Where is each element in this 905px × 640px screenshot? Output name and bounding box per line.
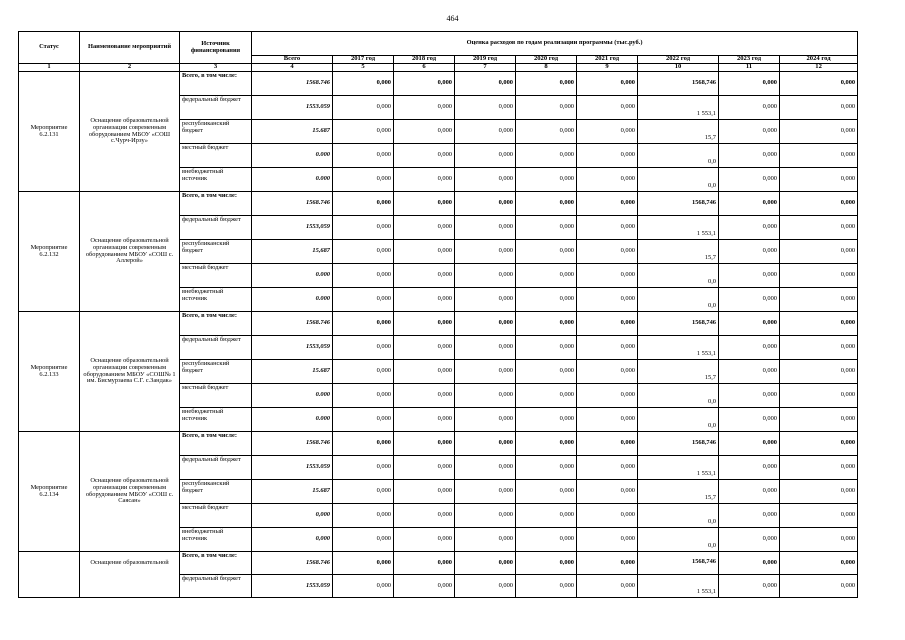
total-cell: 1568.746 — [252, 72, 333, 96]
year-value-cell: 0,000 — [394, 288, 455, 312]
year-value-cell: 0,000 — [780, 168, 858, 192]
header-status: Статус — [19, 32, 80, 64]
year-value-cell: 0,000 — [516, 408, 577, 432]
source-cell: Всего, в том числе: — [180, 432, 252, 456]
year-value-cell: 0,000 — [455, 456, 516, 480]
column-number: 10 — [638, 64, 719, 72]
year-value-cell: 0,000 — [455, 72, 516, 96]
source-cell: местный бюджет — [180, 144, 252, 168]
year-value-cell: 0,000 — [719, 96, 780, 120]
year-value-cell: 0,000 — [455, 120, 516, 144]
year-value-cell: 0,000 — [333, 288, 394, 312]
year-value-cell: 0,000 — [719, 504, 780, 528]
source-cell: Всего, в том числе: — [180, 72, 252, 96]
year-value-cell: 0,000 — [455, 96, 516, 120]
year-2022-cell: 1568,746 — [638, 312, 719, 336]
total-cell: 0.000 — [252, 264, 333, 288]
year-value-cell: 0,000 — [577, 240, 638, 264]
year-2022-cell: 15,7 — [638, 360, 719, 384]
page-number: 464 — [446, 14, 459, 23]
year-value-cell: 0,000 — [516, 288, 577, 312]
year-value-cell: 0,000 — [780, 432, 858, 456]
total-cell: 1553.059 — [252, 456, 333, 480]
source-cell: федеральный бюджет — [180, 96, 252, 120]
source-cell: федеральный бюджет — [180, 216, 252, 240]
header-year: 2020 год — [516, 56, 577, 64]
year-2022-cell: 0,0 — [638, 528, 719, 552]
year-value-cell: 0,000 — [455, 552, 516, 575]
measure-name-cell: Оснащение образовательной организации современным оборудованием МБОУ «СОШ№ 1 им. Бисмурзаева С.Г. с.Зандак» — [80, 312, 180, 432]
year-value-cell: 0,000 — [333, 360, 394, 384]
year-value-cell: 0,000 — [780, 216, 858, 240]
year-value-cell: 0,000 — [516, 504, 577, 528]
source-cell: внебюджетный источник — [180, 288, 252, 312]
year-value-cell: 0,000 — [455, 408, 516, 432]
year-value-cell: 0,000 — [333, 264, 394, 288]
source-cell: федеральный бюджет — [180, 456, 252, 480]
year-2022-cell: 1 553,1 — [638, 336, 719, 360]
year-2022-cell: 15,7 — [638, 120, 719, 144]
source-cell: республиканский бюджет — [180, 240, 252, 264]
year-value-cell: 0,000 — [719, 384, 780, 408]
year-2022-cell: 0,0 — [638, 408, 719, 432]
year-value-cell: 0,000 — [333, 336, 394, 360]
year-value-cell: 0,000 — [394, 96, 455, 120]
source-cell: республиканский бюджет — [180, 120, 252, 144]
source-cell: федеральный бюджет — [180, 575, 252, 598]
year-value-cell: 0,000 — [719, 432, 780, 456]
year-value-cell: 0,000 — [455, 336, 516, 360]
year-value-cell: 0,000 — [516, 360, 577, 384]
status-cell — [19, 552, 80, 598]
total-cell: 15.687 — [252, 360, 333, 384]
year-value-cell: 0,000 — [516, 432, 577, 456]
year-value-cell: 0,000 — [719, 575, 780, 598]
year-value-cell: 0,000 — [780, 192, 858, 216]
year-value-cell: 0,000 — [577, 96, 638, 120]
year-value-cell: 0,000 — [333, 216, 394, 240]
year-value-cell: 0,000 — [455, 216, 516, 240]
year-value-cell: 0,000 — [394, 384, 455, 408]
year-value-cell: 0,000 — [455, 575, 516, 598]
header-name: Наименование мероприятий — [80, 32, 180, 64]
header-year: 2019 год — [455, 56, 516, 64]
year-value-cell: 0,000 — [455, 168, 516, 192]
year-value-cell: 0,000 — [719, 240, 780, 264]
measure-name-cell: Оснащение образовательной — [80, 552, 180, 598]
total-cell: 1553,059 — [252, 216, 333, 240]
year-value-cell: 0,000 — [394, 120, 455, 144]
header-estimate: Оценка расходов по годам реализации программы (тыс.руб.) — [252, 32, 858, 56]
year-value-cell: 0,000 — [577, 528, 638, 552]
year-value-cell: 0,000 — [394, 528, 455, 552]
year-value-cell: 0,000 — [333, 552, 394, 575]
total-cell: 1568.746 — [252, 552, 333, 575]
year-value-cell: 0,000 — [719, 120, 780, 144]
year-value-cell: 0,000 — [516, 216, 577, 240]
column-number: 6 — [394, 64, 455, 72]
source-cell: внебюджетный источник — [180, 168, 252, 192]
year-value-cell: 0,000 — [333, 240, 394, 264]
year-2022-cell: 1 553,1 — [638, 575, 719, 598]
year-value-cell: 0,000 — [394, 360, 455, 384]
year-value-cell: 0,000 — [780, 240, 858, 264]
total-cell: 1568.746 — [252, 432, 333, 456]
year-value-cell: 0,000 — [577, 312, 638, 336]
year-value-cell: 0,000 — [394, 552, 455, 575]
year-value-cell: 0,000 — [719, 168, 780, 192]
source-cell: Всего, в том числе: — [180, 312, 252, 336]
year-value-cell: 0,000 — [394, 456, 455, 480]
year-value-cell: 0,000 — [333, 384, 394, 408]
year-value-cell: 0,000 — [577, 144, 638, 168]
header-year: 2018 год — [394, 56, 455, 64]
year-value-cell: 0,000 — [780, 408, 858, 432]
budget-table — [18, 31, 858, 598]
total-cell: 0.000 — [252, 288, 333, 312]
year-value-cell: 0,000 — [577, 504, 638, 528]
source-cell: федеральный бюджет — [180, 336, 252, 360]
year-value-cell: 0,000 — [333, 312, 394, 336]
year-value-cell: 0,000 — [333, 144, 394, 168]
year-value-cell: 0,000 — [780, 288, 858, 312]
year-value-cell: 0,000 — [455, 504, 516, 528]
year-value-cell: 0,000 — [516, 264, 577, 288]
year-value-cell: 0,000 — [333, 168, 394, 192]
year-value-cell: 0,000 — [394, 192, 455, 216]
header-source: Источник финансирования — [180, 32, 252, 64]
measure-name-cell: Оснащение образовательной организации современным оборудованием МБОУ «СОШ с. Аллерой» — [80, 192, 180, 312]
year-value-cell: 0,000 — [577, 168, 638, 192]
year-2022-cell: 1568,746 — [638, 432, 719, 456]
year-value-cell: 0,000 — [780, 96, 858, 120]
table-row — [19, 312, 858, 336]
year-value-cell: 0,000 — [333, 120, 394, 144]
year-value-cell: 0,000 — [516, 528, 577, 552]
year-2022-cell: 15,7 — [638, 240, 719, 264]
year-value-cell: 0,000 — [577, 336, 638, 360]
total-cell: 0.000 — [252, 408, 333, 432]
status-cell: Мероприятие 6.2.133 — [19, 312, 80, 432]
total-cell: 15,687 — [252, 240, 333, 264]
year-value-cell: 0,000 — [394, 144, 455, 168]
year-value-cell: 0,000 — [455, 192, 516, 216]
year-value-cell: 0,000 — [577, 432, 638, 456]
year-value-cell: 0,000 — [333, 432, 394, 456]
year-value-cell: 0,000 — [516, 575, 577, 598]
source-cell: местный бюджет — [180, 504, 252, 528]
year-value-cell: 0,000 — [719, 312, 780, 336]
year-2022-cell: 15,7 — [638, 480, 719, 504]
year-value-cell: 0,000 — [577, 384, 638, 408]
year-value-cell: 0,000 — [577, 288, 638, 312]
year-value-cell: 0,000 — [516, 552, 577, 575]
year-value-cell: 0,000 — [455, 384, 516, 408]
year-value-cell: 0,000 — [577, 72, 638, 96]
measure-name-cell: Оснащение образовательной организации современным оборудованием МБОУ «СОШ с. Саясан» — [80, 432, 180, 552]
column-number: 11 — [719, 64, 780, 72]
year-value-cell: 0,000 — [719, 456, 780, 480]
measure-name-cell: Оснащение образовательной организации современным оборудованием МБОУ «СОШ с.Чурч-Ирзу» — [80, 72, 180, 192]
source-cell: Всего, в том числе: — [180, 552, 252, 575]
total-cell: 0,000 — [252, 528, 333, 552]
table-row — [19, 72, 858, 96]
year-value-cell: 0,000 — [719, 72, 780, 96]
year-value-cell: 0,000 — [394, 72, 455, 96]
column-number: 3 — [180, 64, 252, 72]
year-value-cell: 0,000 — [333, 575, 394, 598]
year-value-cell: 0,000 — [577, 192, 638, 216]
year-value-cell: 0,000 — [394, 408, 455, 432]
column-number: 5 — [333, 64, 394, 72]
year-value-cell: 0,000 — [780, 336, 858, 360]
year-2022-cell: 1 553,1 — [638, 216, 719, 240]
year-value-cell: 0,000 — [394, 168, 455, 192]
status-cell: Мероприятие 6.2.134 — [19, 432, 80, 552]
year-value-cell: 0,000 — [780, 480, 858, 504]
header-year: 2022 год — [638, 56, 719, 64]
table-row — [19, 192, 858, 216]
year-value-cell: 0,000 — [780, 504, 858, 528]
year-value-cell: 0,000 — [516, 168, 577, 192]
year-value-cell: 0,000 — [394, 480, 455, 504]
column-number: 7 — [455, 64, 516, 72]
year-value-cell: 0,000 — [394, 240, 455, 264]
header-year: 2021 год — [577, 56, 638, 64]
year-value-cell: 0,000 — [394, 504, 455, 528]
year-value-cell: 0,000 — [719, 408, 780, 432]
header-total: Всего — [252, 56, 333, 64]
year-value-cell: 0,000 — [516, 240, 577, 264]
year-value-cell: 0,000 — [719, 144, 780, 168]
year-value-cell: 0,000 — [394, 575, 455, 598]
year-value-cell: 0,000 — [455, 240, 516, 264]
source-cell: республиканский бюджет — [180, 360, 252, 384]
source-cell: местный бюджет — [180, 264, 252, 288]
year-2022-cell: 1568,746 — [638, 72, 719, 96]
year-value-cell: 0,000 — [333, 528, 394, 552]
total-cell: 1568.746 — [252, 192, 333, 216]
status-cell: Мероприятие 6.2.132 — [19, 192, 80, 312]
total-cell: 1553.059 — [252, 575, 333, 598]
year-value-cell: 0,000 — [577, 264, 638, 288]
year-value-cell: 0,000 — [719, 216, 780, 240]
year-value-cell: 0,000 — [780, 575, 858, 598]
year-value-cell: 0,000 — [394, 336, 455, 360]
year-value-cell: 0,000 — [455, 528, 516, 552]
year-value-cell: 0,000 — [577, 360, 638, 384]
year-2022-cell: 1 553,1 — [638, 456, 719, 480]
year-2022-cell: 0,0 — [638, 144, 719, 168]
source-cell: республиканский бюджет — [180, 480, 252, 504]
year-value-cell: 0,000 — [719, 336, 780, 360]
table-row — [19, 432, 858, 456]
year-value-cell: 0,000 — [516, 72, 577, 96]
year-value-cell: 0,000 — [516, 312, 577, 336]
total-cell: 15.687 — [252, 120, 333, 144]
year-value-cell: 0,000 — [455, 312, 516, 336]
year-value-cell: 0,000 — [516, 456, 577, 480]
year-value-cell: 0,000 — [516, 120, 577, 144]
source-cell: внебюджетный источник — [180, 408, 252, 432]
year-value-cell: 0,000 — [719, 480, 780, 504]
year-2022-cell: 0,0 — [638, 384, 719, 408]
year-value-cell: 0,000 — [719, 552, 780, 575]
year-value-cell: 0,000 — [780, 360, 858, 384]
year-value-cell: 0,000 — [394, 264, 455, 288]
year-value-cell: 0,000 — [719, 288, 780, 312]
year-value-cell: 0,000 — [780, 264, 858, 288]
source-cell: внебюджетный источник — [180, 528, 252, 552]
year-value-cell: 0,000 — [455, 480, 516, 504]
year-value-cell: 0,000 — [577, 216, 638, 240]
source-cell: местный бюджет — [180, 384, 252, 408]
total-cell: 1568.746 — [252, 312, 333, 336]
column-number: 12 — [780, 64, 858, 72]
year-value-cell: 0,000 — [577, 552, 638, 575]
column-number: 8 — [516, 64, 577, 72]
year-value-cell: 0,000 — [780, 312, 858, 336]
year-value-cell: 0,000 — [719, 360, 780, 384]
year-value-cell: 0,000 — [333, 504, 394, 528]
year-value-cell: 0,000 — [455, 288, 516, 312]
year-value-cell: 0,000 — [394, 312, 455, 336]
year-value-cell: 0,000 — [455, 264, 516, 288]
year-value-cell: 0,000 — [516, 192, 577, 216]
year-value-cell: 0,000 — [333, 72, 394, 96]
total-cell: 1553.059 — [252, 96, 333, 120]
year-value-cell: 0,000 — [577, 408, 638, 432]
total-cell: 0,000 — [252, 504, 333, 528]
year-value-cell: 0,000 — [516, 480, 577, 504]
column-number: 2 — [80, 64, 180, 72]
year-value-cell: 0,000 — [333, 96, 394, 120]
year-value-cell: 0,000 — [516, 144, 577, 168]
year-value-cell: 0,000 — [577, 480, 638, 504]
year-value-cell: 0,000 — [394, 216, 455, 240]
year-value-cell: 0,000 — [577, 575, 638, 598]
year-value-cell: 0,000 — [333, 192, 394, 216]
total-cell: 0.000 — [252, 384, 333, 408]
year-2022-cell: 0,0 — [638, 168, 719, 192]
year-value-cell: 0,000 — [719, 264, 780, 288]
column-number: 4 — [252, 64, 333, 72]
year-2022-cell: 1 553,1 — [638, 96, 719, 120]
year-value-cell: 0,000 — [455, 432, 516, 456]
year-2022-cell: 1568,746 — [638, 552, 719, 575]
source-cell: Всего, в том числе: — [180, 192, 252, 216]
year-value-cell: 0,000 — [455, 144, 516, 168]
year-2022-cell: 0,0 — [638, 288, 719, 312]
header-year: 2017 год — [333, 56, 394, 64]
status-cell: Мероприятие 6.2.131 — [19, 72, 80, 192]
year-value-cell: 0,000 — [780, 120, 858, 144]
year-value-cell: 0,000 — [780, 528, 858, 552]
year-2022-cell: 0,0 — [638, 264, 719, 288]
year-value-cell: 0,000 — [455, 360, 516, 384]
column-number: 1 — [19, 64, 80, 72]
total-cell: 0.000 — [252, 168, 333, 192]
year-value-cell: 0,000 — [516, 384, 577, 408]
header-year: 2024 год — [780, 56, 858, 64]
year-value-cell: 0,000 — [516, 336, 577, 360]
year-2022-cell: 1568,746 — [638, 192, 719, 216]
total-cell: 0.000 — [252, 144, 333, 168]
year-value-cell: 0,000 — [333, 456, 394, 480]
year-value-cell: 0,000 — [719, 528, 780, 552]
year-value-cell: 0,000 — [333, 480, 394, 504]
column-number: 9 — [577, 64, 638, 72]
header-year: 2023 год — [719, 56, 780, 64]
year-value-cell: 0,000 — [577, 120, 638, 144]
year-value-cell: 0,000 — [577, 456, 638, 480]
year-value-cell: 0,000 — [780, 384, 858, 408]
year-value-cell: 0,000 — [780, 144, 858, 168]
year-value-cell: 0,000 — [780, 456, 858, 480]
year-value-cell: 0,000 — [394, 432, 455, 456]
year-value-cell: 0,000 — [780, 552, 858, 575]
year-value-cell: 0,000 — [719, 192, 780, 216]
year-value-cell: 0,000 — [516, 96, 577, 120]
total-cell: 15.687 — [252, 480, 333, 504]
total-cell: 1553,059 — [252, 336, 333, 360]
year-value-cell: 0,000 — [333, 408, 394, 432]
year-2022-cell: 0,0 — [638, 504, 719, 528]
year-value-cell: 0,000 — [780, 72, 858, 96]
table-row — [19, 552, 858, 575]
